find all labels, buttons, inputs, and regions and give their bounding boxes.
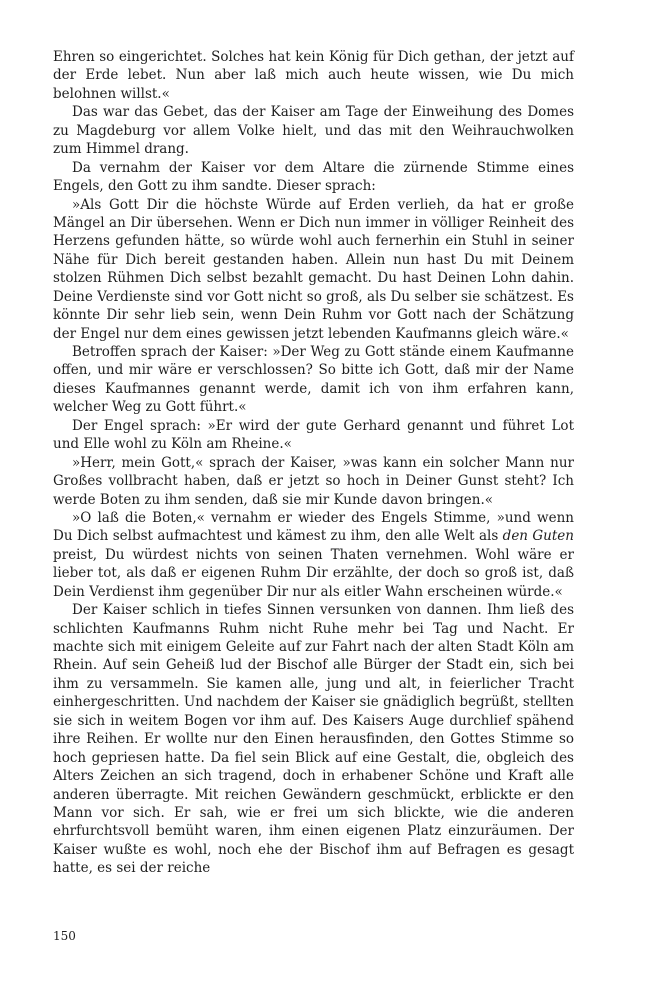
paragraph: »Herr, mein Gott,« sprach der Kaiser, »was kann ein solcher Mann nur Großes vollbracht haben, daß er jetzt so hoch in Deiner Gunst steht? Ich werde Boten zu ihm senden, daß sie mir Kunde davon bringen.« (53, 454, 574, 508)
paragraph: Der Engel sprach: »Er wird der gute Gerhard genannt und führet Lot und Elle wohl zu Köln am Rheine.« (53, 417, 574, 453)
page-number: 150 (53, 929, 76, 943)
paragraph: Betroffen sprach der Kaiser: »Der Weg zu Gott stände einem Kaufmanne offen, und mir wäre er verschlossen? So bitte ich Gott, daß mir der Name dieses Kaufmannes genannt werde, damit ich von ihm erfahren kann, welcher Weg zu Gott führt.« (53, 344, 574, 416)
paragraph: »Als Gott Dir die höchste Würde auf Erden verlieh, da hat er große Mängel an Dir übersehen. Wenn er Dich nun immer in völliger Reinheit des Herzens gefunden hätte, so würde wohl auch fernerhin ein Stuhl in seiner Nähe für Dich bereit gestanden haben. Allein nun hast Du mit Deinem stolzen Rühmen Dich selbst bezahlt gemacht. Du hast Deinen Lohn dahin. Deine Verdienste sind vor Gott nicht so groß, als Du selber sie schätzest. Es könnte Dir sehr lieb sein, wenn Dein Ruhm vor Gott nach der Schätzung der Engel nur dem eines gewissen jetzt lebenden Kaufmanns gleich wäre.« (53, 196, 574, 342)
paragraph: Da vernahm der Kaiser vor dem Altare die zürnende Stimme eines Engels, den Gott zu ihm sandte. Dieser sprach: (53, 159, 574, 195)
emphasized-text: den Guten (502, 528, 574, 545)
paragraph-text: »O laß die Boten,« vernahm er wieder des Engels Stimme, »und wenn Du Dich selbst aufmachtest und kämest zu ihm, den alle Welt als (53, 509, 574, 545)
paragraph-continuation: Ehren so eingerichtet. Solches hat kein König für Dich gethan, der jetzt auf der Erde lebet. Nun aber laß mich auch heute wissen, wie Du mich belohnen willst.« (53, 49, 574, 102)
paragraph (53, 509, 574, 601)
paragraph: Das war das Gebet, das der Kaiser am Tage der Einweihung des Domes zu Magdeburg vor allem Volke hielt, und das mit den Weihrauchwolken zum Himmel drang. (53, 104, 574, 158)
paragraph-text: preist, Du würdest nichts von seinen Thaten vernehmen. Wohl wäre er lieber tot, als daß er eigenen Ruhm Dir erzählte, der doch so groß ist, daß Dein Verdienst ihm gegenüber Dir nur als eitler Wahn erscheinen würde.« (53, 546, 574, 600)
page-body (53, 48, 574, 878)
paragraph: Der Kaiser schlich in tiefes Sinnen versunken von dannen. Ihm ließ des schlichten Kaufmanns Ruhm nicht Ruhe mehr bei Tag und Nacht. Er machte sich mit einigem Geleite auf zur Fahrt nach der alten Stadt Köln am Rhein. Auf sein Geheiß lud der Bischof alle Bürger der Stadt ein, sich bei ihm zu versammeln. Sie kamen alle, jung und alt, in feierlicher Tracht einhergeschritten. Und nachdem der Kaiser sie gnädiglich begrüßt, stellten sie sich in weitem Bogen vor ihm auf. Des Kaisers Auge durchlief spähend ihre Reihen. Er wollte nur den Einen herausfinden, den Gottes Stimme so hoch gepriesen hatte. Da fiel sein Blick auf eine Gestalt, die, obgleich des Alters Zeichen an sich tragend, doch in erhabener Schöne und Kraft alle anderen überragte. Mit reichen Gewändern geschmückt, erblickte er den Mann vor sich. Er sah, wie er frei um sich blickte, wie die anderen ehrfurchtsvoll bemüht waren, ihm einen eigenen Platz einzuräumen. Der Kaiser wußte es wohl, noch ehe der Bischof ihm auf Befragen es gesagt hatte, es sei der reiche (53, 602, 574, 877)
